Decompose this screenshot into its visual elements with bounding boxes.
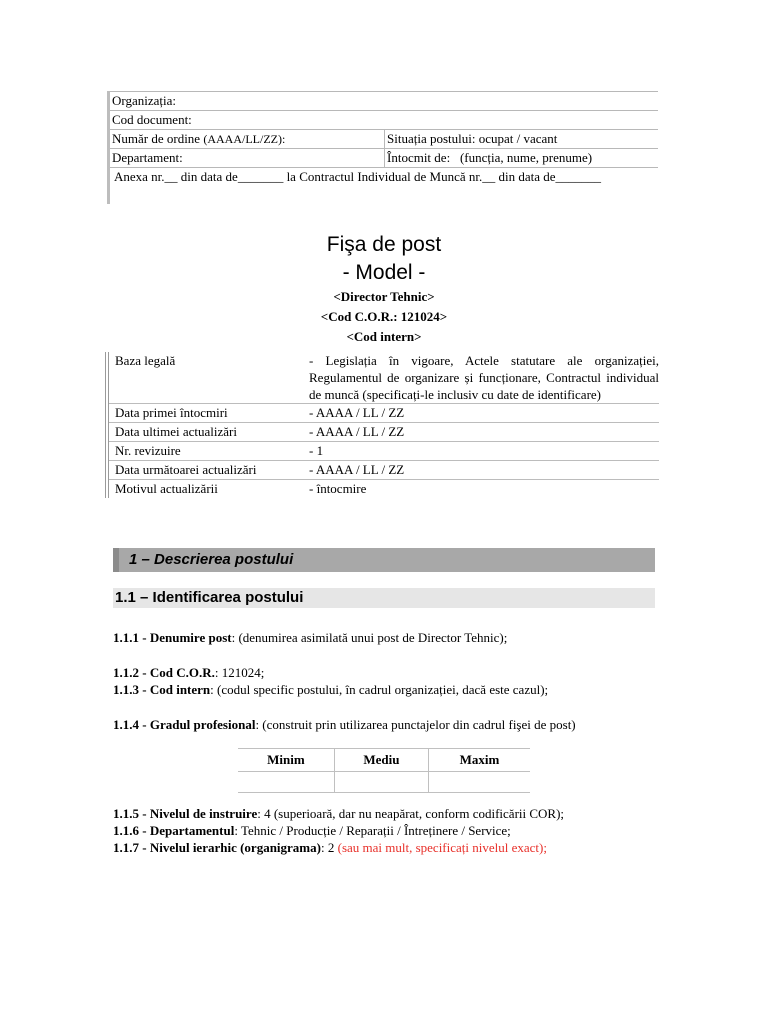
position-name: <Director Tehnic> bbox=[333, 289, 435, 304]
item-number: 1.1.3 - bbox=[113, 682, 150, 697]
legal-value: - AAAA / LL / ZZ bbox=[309, 462, 405, 477]
item-1-1-2 bbox=[113, 664, 658, 681]
item-1-1-4 bbox=[113, 716, 658, 733]
legal-label: Nr. revizuire bbox=[115, 443, 181, 458]
item-text: : 2 bbox=[320, 840, 338, 855]
order-number-cell bbox=[110, 130, 384, 148]
legal-label: Motivul actualizării bbox=[115, 481, 218, 496]
item-number: 1.1.5 - bbox=[113, 806, 150, 821]
item-label: Gradul profesional bbox=[149, 717, 256, 732]
item-text: : (construit prin utilizarea punctajelor din cadrul fişei de post) bbox=[255, 717, 576, 732]
legal-row bbox=[109, 461, 659, 480]
grade-header-max: Maxim bbox=[428, 749, 530, 772]
item-1-1-3 bbox=[113, 681, 658, 698]
legal-row bbox=[109, 352, 659, 404]
annex-text: Anexa nr.__ din data de_______ la Contractul Individual de Muncă nr.__ din data de_______ bbox=[114, 169, 602, 184]
title-block bbox=[0, 231, 768, 347]
order-number-label: Număr de ordine bbox=[112, 131, 201, 146]
legal-value: - AAAA / LL / ZZ bbox=[309, 424, 405, 439]
job-status-cell: Situația postului: ocupat / vacant bbox=[384, 130, 658, 148]
legal-row bbox=[109, 442, 659, 461]
item-text: : 4 (superioară, dar nu neapărat, conform codificării COR); bbox=[257, 806, 565, 821]
item-text: : (denumirea asimilată unui post de Director Tehnic); bbox=[231, 630, 508, 645]
grade-header-mid: Mediu bbox=[334, 749, 428, 772]
header-row-order bbox=[110, 130, 658, 149]
legal-label: Data ultimei actualizări bbox=[115, 424, 237, 439]
item-1-1-1 bbox=[113, 629, 658, 646]
subsection-heading: 1.1 – Identificarea postului bbox=[113, 588, 655, 608]
internal-code: <Cod intern> bbox=[346, 329, 422, 344]
item-1-1-5 bbox=[113, 805, 658, 822]
legal-value: - AAAA / LL / ZZ bbox=[309, 405, 405, 420]
section-heading: 1 – Descrierea postului bbox=[113, 548, 655, 572]
item-1-1-6 bbox=[113, 822, 658, 839]
header-row-document-code bbox=[110, 111, 658, 130]
grade-value-row bbox=[238, 772, 530, 793]
item-label: Cod C.O.R. bbox=[149, 665, 215, 680]
order-number-format: (AAAA/LL/ZZ): bbox=[203, 132, 286, 146]
legal-label: Data următoarei actualizări bbox=[115, 462, 257, 477]
item-number: 1.1.2 - bbox=[113, 665, 150, 680]
document-subtitle: - Model - bbox=[342, 261, 426, 284]
item-label: Nivelul de instruire bbox=[149, 806, 258, 821]
document-code-label: Cod document: bbox=[112, 112, 192, 127]
item-label: Cod intern bbox=[149, 682, 211, 697]
department-cell: Departament: bbox=[112, 150, 183, 165]
grade-header-min: Minim bbox=[238, 749, 334, 772]
legal-row bbox=[109, 480, 659, 498]
legal-value: - 1 bbox=[309, 443, 324, 458]
header-row-department bbox=[110, 149, 658, 168]
cor-code: <Cod C.O.R.: 121024> bbox=[320, 309, 448, 324]
legal-value: - întocmire bbox=[309, 481, 367, 496]
item-text: : Tehnic / Producție / Reparații / Întreținere / Service; bbox=[234, 823, 511, 838]
item-number: 1.1.4 - bbox=[113, 717, 150, 732]
drawn-up-by-value: (funcția, nume, prenume) bbox=[459, 150, 593, 165]
header-row-organization bbox=[110, 91, 658, 111]
document-title: Fişa de post bbox=[326, 233, 442, 256]
grade-cell-mid bbox=[334, 772, 428, 793]
grade-cell-max bbox=[428, 772, 530, 793]
item-number: 1.1.6 - bbox=[113, 823, 150, 838]
drawn-up-by-label: Întocmit de: bbox=[387, 150, 451, 165]
item-number: 1.1.7 - bbox=[113, 840, 150, 855]
drawn-up-by-cell bbox=[384, 149, 658, 167]
grade-cell-min bbox=[238, 772, 334, 793]
grade-table bbox=[238, 748, 530, 793]
header-row-annex bbox=[110, 168, 658, 204]
item-number: 1.1.1 - bbox=[113, 630, 150, 645]
grade-header-row bbox=[238, 749, 530, 772]
header-table bbox=[107, 91, 658, 204]
item-label: Departamentul bbox=[149, 823, 235, 838]
item-text: : (codul specific postului, în cadrul organizației, dacă este cazul); bbox=[210, 682, 549, 697]
legal-value: - Legislația în vigoare, Actele statutare ale organizației, Regulamentul de organizare și funcționare, Contractul individual de muncă (specificați-le inclusiv cu date de identificare) bbox=[309, 353, 659, 402]
legal-row bbox=[109, 404, 659, 423]
legal-row bbox=[109, 423, 659, 442]
item-note: (sau mai mult, specificați nivelul exact); bbox=[337, 840, 547, 855]
item-label: Nivelul ierarhic (organigrama) bbox=[149, 840, 321, 855]
legal-label: Data primei întocmiri bbox=[115, 405, 228, 420]
item-1-1-7 bbox=[113, 839, 658, 856]
organization-label: Organizația: bbox=[112, 93, 177, 108]
legal-table bbox=[105, 352, 659, 498]
item-label: Denumire post bbox=[149, 630, 232, 645]
legal-label: Baza legală bbox=[115, 353, 176, 368]
item-text: : 121024; bbox=[214, 665, 265, 680]
